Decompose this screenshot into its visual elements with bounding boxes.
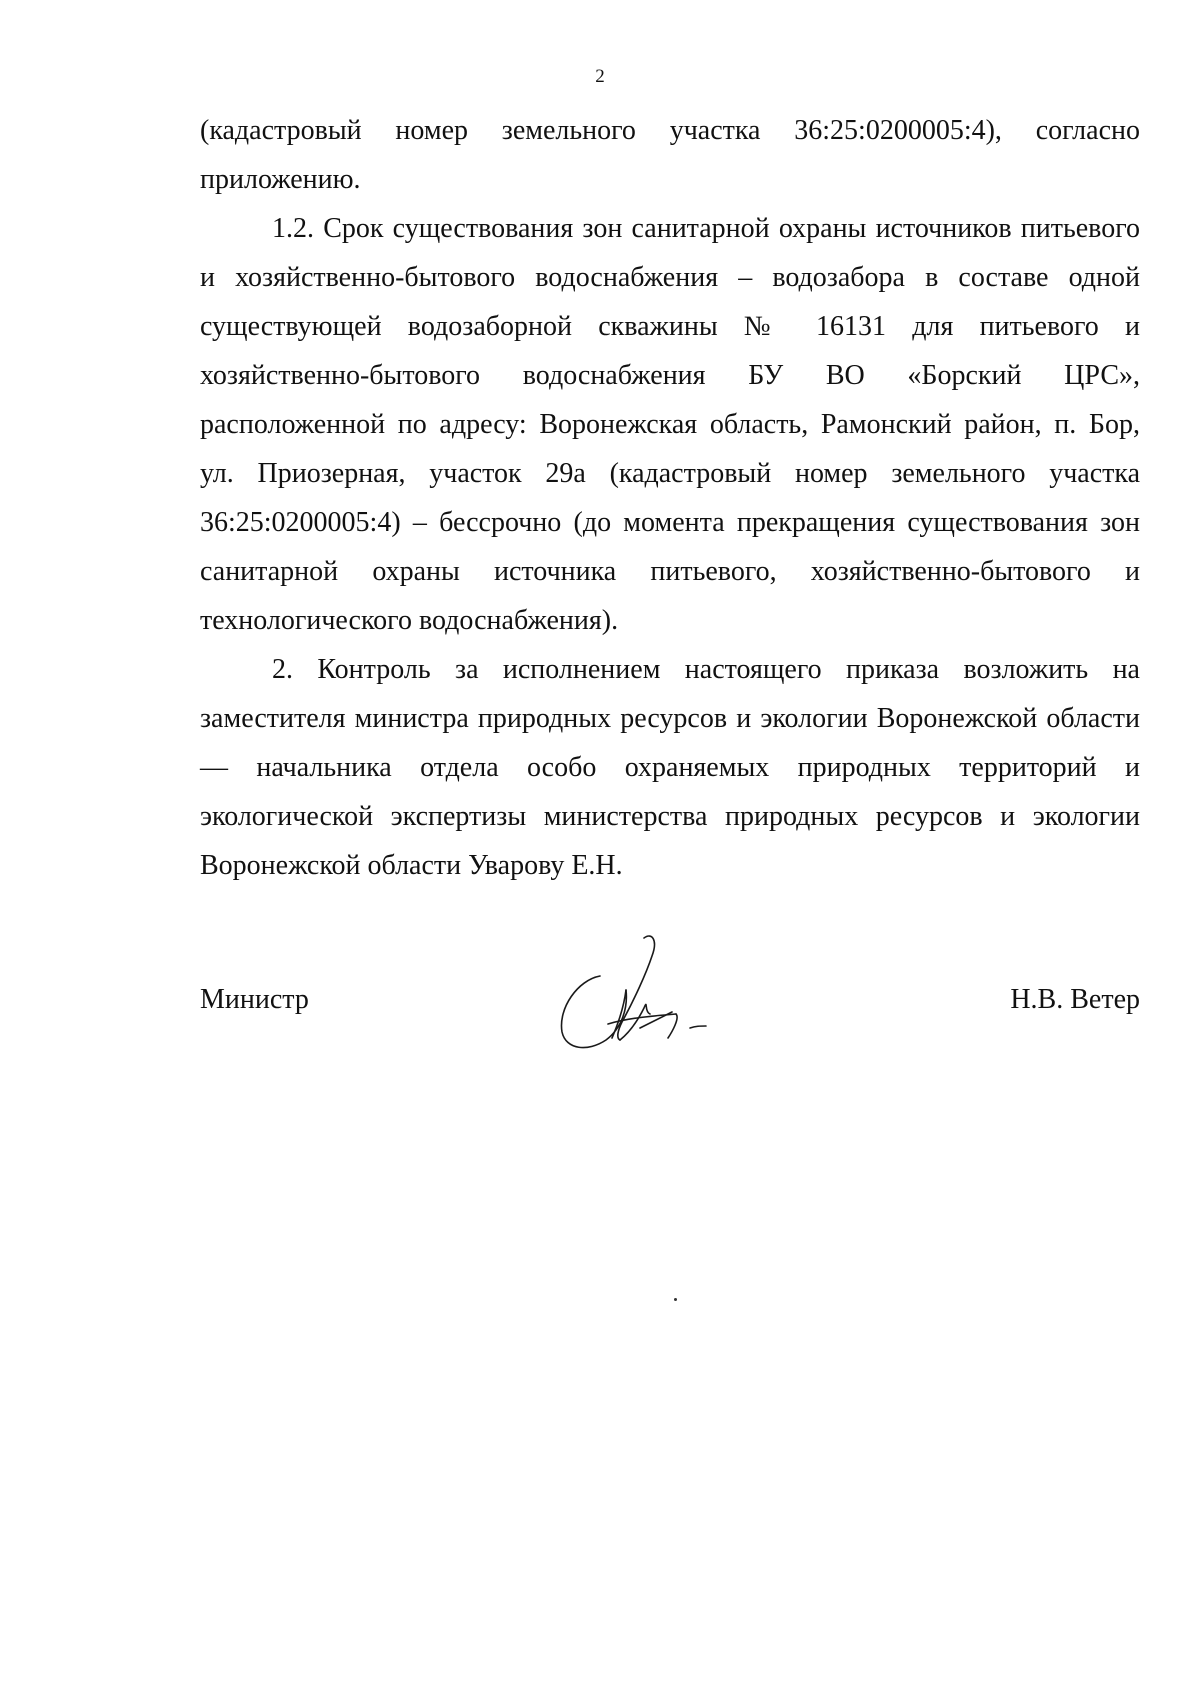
paragraph-1-2-line-2: и хозяйственно-бытового водоснабжения – водозабора в составе одной (200, 262, 1140, 293)
paragraph-2 (200, 645, 1140, 890)
handwritten-signature-image (548, 928, 728, 1058)
paragraph-2-line-4: экологической экспертизы министерства природных ресурсов и экологии (200, 801, 1140, 832)
paragraph-1-2-line-9: технологического водоснабжения). (200, 605, 619, 636)
paragraph-1-2-line-4: хозяйственно-бытового водоснабжения БУ ВО «Борский ЦРС», (200, 360, 1140, 391)
paragraph-2-line-1: 2. Контроль за исполнением настоящего приказа возложить на (272, 654, 1140, 685)
scan-speck (674, 1298, 677, 1301)
paragraph-1-line-1: (кадастровый номер земельного участка 36:25:0200005:4), согласно (200, 115, 1140, 146)
signatory-title: Министр (200, 984, 309, 1015)
paragraph-1-2-line-1: 1.2. Срок существования зон санитарной охраны источников питьевого (272, 213, 1140, 244)
paragraph-1-2-line-5: расположенной по адресу: Воронежская область, Рамонский район, п. Бор, (200, 409, 1140, 440)
paragraph-2-line-5: Воронежской области Уварову Е.Н. (200, 850, 623, 881)
paragraph-2-line-2: заместителя министра природных ресурсов и экологии Воронежской области (200, 703, 1140, 734)
paragraph-1-2-line-7: 36:25:0200005:4) – бессрочно (до момента прекращения существования зон (200, 507, 1140, 538)
paragraph-1-2-line-6: ул. Приозерная, участок 29а (кадастровый номер земельного участка (200, 458, 1140, 489)
paragraph-1-2 (200, 204, 1140, 645)
paragraph-1-2-line-8: санитарной охраны источника питьевого, хозяйственно-бытового и (200, 556, 1140, 587)
document-body (200, 106, 1140, 890)
paragraph-1-2-line-3: существующей водозаборной скважины № 16131 для питьевого и (200, 311, 1140, 342)
paragraph-1-line-2: приложению. (200, 164, 361, 195)
paragraph-2-line-3: — начальника отдела особо охраняемых природных территорий и (200, 752, 1140, 783)
page-number: 2 (595, 66, 605, 87)
signatory-name: Н.В. Ветер (1010, 984, 1140, 1015)
paragraph-1 (200, 106, 1140, 204)
